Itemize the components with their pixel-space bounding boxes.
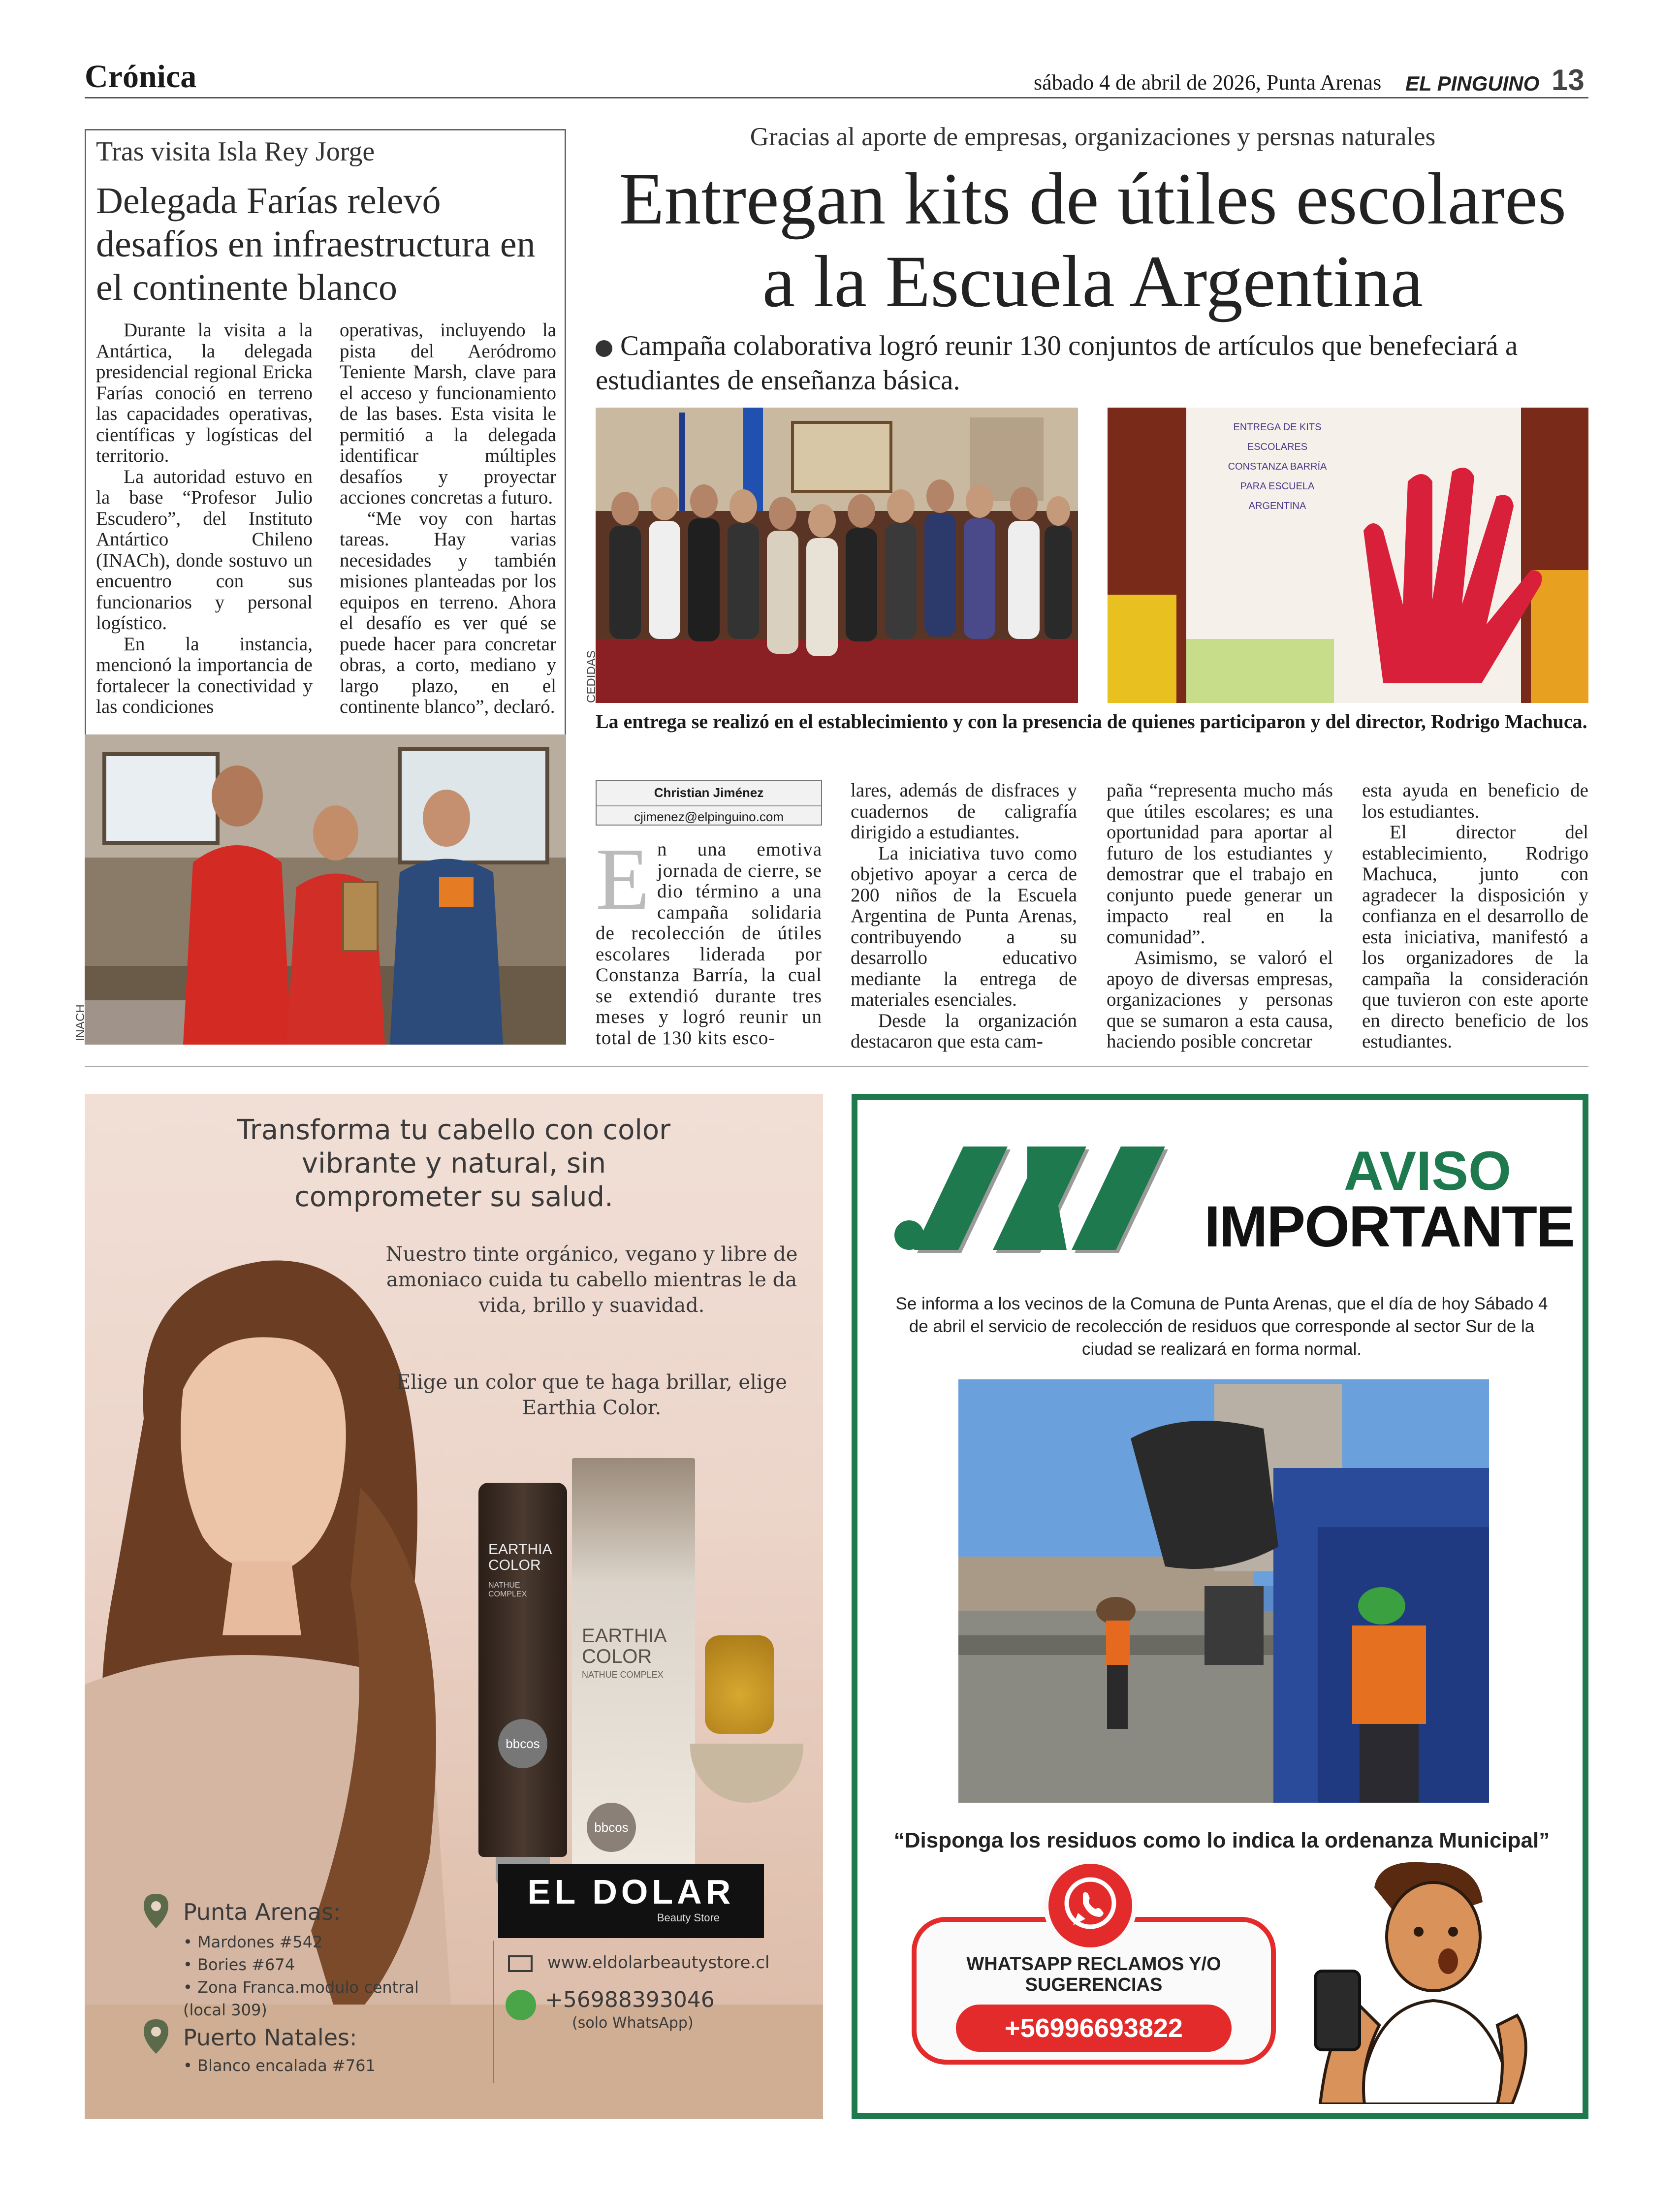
store-website[interactable]: www.eldolarbeautystore.cl [547,1953,770,1973]
paragraph: esta ayuda en beneficio de los estudiantes. [1362,780,1588,822]
dateline: sábado 4 de abril de 2026, Punta Arenas [1034,70,1382,95]
aviso-title: AVISO [1343,1140,1512,1202]
store-sub: Beauty Store [657,1911,720,1924]
location-pin-icon [144,2019,168,2054]
main-story-headline: Entregan kits de útiles escolares a la Escuela Argentina [619,158,1567,322]
paragraph: “Me voy con hartas tareas. Hay varias necesidades y también misiones planteadas por los equipos en terreno. Ahora el desafío es ver qué se puede hacer para concretar obras, a corto, mediano y largo plazo, en el continente blanco”, declaró. [340,508,556,717]
newspaper-brand: EL PINGUINO [1405,72,1540,95]
paragraph: El director del establecimiento, Rodrigo Machuca, junto con agradecer la disposición y confianza en el desarrollo de esta iniciativa, manifestó a los organizadores de la campaña la consideración que tuvieron con este aporte en directo beneficio de los estudiantes. [1362,822,1588,1052]
store-logo-box [498,1864,764,1938]
left-story-headline: Delegada Farías relevó desafíos en infraestructura en el continente blanco [96,180,536,308]
address-list [183,1931,459,2021]
monitor-icon [508,1955,533,1972]
product-line: NATHUE COMPLEX [488,1581,527,1598]
ad-divider [493,1941,494,2083]
left-story-kicker: Tras visita Isla Rey Jorge [96,136,375,167]
photo-credit: INACH [74,1004,87,1041]
man-with-phone-illustration [1300,1858,1566,2104]
location-pin-icon [144,1894,168,1928]
antarctic-base-photo [85,734,566,1045]
product-tube [478,1483,567,1857]
paragraph: Desde la organización destacaron que esta cam- [851,1010,1077,1052]
handprint-photo-art [1108,408,1588,703]
paragraph: paña “representa mucho más que útiles escolares; es una oportunidad para aportar al futuro de los estudiantes y demostrar que el trabajo en conjunto puede generar un impacto real en la comunidad”. [1107,780,1333,948]
address-item: • Mardones #542 [183,1933,323,1951]
product-box-brand: bbcos [587,1803,636,1852]
garbage-truck-photo [958,1379,1489,1803]
aviso-quote: “Disponga los residuos como lo indica la ordenanza Municipal” [893,1828,1550,1852]
deck-text: Campaña colaborativa logró reunir 130 conjuntos de artículos que benefeciará a estudiantes de enseñanza básica. [596,330,1518,396]
group-photo-art [596,408,1078,703]
whatsapp-icon [1044,1859,1137,1952]
aviso-subtitle: IMPORTANTE [1204,1194,1574,1259]
header-rule [85,97,1588,98]
handprint-poster-photo [1108,408,1588,703]
paragraph: Asimismo, se valoró el apoyo de diversas empresas, organizaciones y personas que se sumaron a esta causa, haciendo posible concretar [1107,947,1333,1052]
address-item: • Zona Franca.modulo central (local 309) [183,1978,419,2019]
store-logo: EL DOLAR [527,1873,735,1911]
ad-headline: Transforma tu cabello con color vibrante y natural, sin comprometer su salud. [237,1114,671,1213]
bullet-icon [596,340,612,357]
paragraph: En la instancia, mencionó la importancia de fortalecer la conectividad y las condiciones [96,633,313,717]
product-box-name: EARTHIA COLOR [582,1625,666,1667]
main-story-overline: Gracias al aporte de empresas, organizaciones y persnas naturales [750,123,1436,151]
main-story-column-1 [596,830,822,1049]
city-punta-arenas: Punta Arenas: [183,1899,341,1925]
address-item: • Bories #674 [183,1955,295,1974]
ad-paragraph-1: Nuestro tinte orgánico, vegano y libre de amoniaco cuida tu cabello mientras le da vida, brillo y suavidad. [385,1243,798,1317]
aviso-body: Se informa a los vecinos de la Comuna de Punta Arenas, que el día de hoy Sábado 4 de abril el servicio de recolección de residuos que corresponde al sector Sur de la ciudad se realizará en forma normal. [895,1294,1548,1359]
hair-color-ad [85,1094,823,2119]
municipal-logo-icon [880,1142,1170,1255]
paragraph: La iniciativa tuvo como objetivo apoyar a cerca de 200 niños de la Escuela Argentina de Punta Arenas, contribuyendo a su desarrollo educativo mediante la entrega de materiales esenciales. [851,842,1077,1010]
page-number: 13 [1552,64,1585,96]
left-story-column-2 [340,320,556,718]
garbage-truck-art [958,1379,1489,1803]
antarctic-photo-art [85,734,566,1045]
main-story-column-3 [1107,780,1333,1052]
whatsapp-icon [506,1990,536,2020]
left-story-column-1 [96,320,313,718]
address-item: • Blanco encalada #761 [183,2056,376,2075]
paragraph: operativas, incluyendo la pista del Aeródromo Teniente Marsh, clave para el acceso y funcionamiento de las bases. Esta visita le permitió a la delegada identificar múltiples desafíos y proyectar acciones concretas a futuro. [340,319,556,508]
aviso-importante-ad [852,1094,1588,2119]
ad-paragraph-2: Elige un color que te haga brillar, elige Earthia Color. [396,1371,787,1419]
store-phone[interactable]: +56988393046 [545,1987,715,2012]
paragraph: lares, además de disfraces y cuadernos de caligrafía dirigido a estudiantes. [851,780,1077,843]
byline-email[interactable]: cjimenez@elpinguino.com [597,805,821,825]
photo-credit: CEDIDAS [585,650,598,703]
product-box-line: NATHUE COMPLEX [582,1670,664,1680]
paragraph: n una emotiva jornada de cierre, se dio término a una campaña solidaria de recolección de útiles escolares liderada por Constanza Barría, la cual se extendió durante tres meses y logró reunir un total de 130 kits esco- [596,839,822,1049]
city-puerto-natales: Puerto Natales: [183,2024,357,2051]
product-brand: bbcos [498,1719,547,1768]
whatsapp-phone[interactable]: +56996693822 [956,2005,1232,2052]
drop-cap: E [596,830,650,928]
section-rule [85,1066,1588,1067]
paragraph: Durante la visita a la Antártica, la delegada presidencial regional Ericka Farías conoció en terreno las capacidades operativas, científicas y logísticas del territorio. [96,319,313,466]
photo-caption: La entrega se realizó en el establecimiento y con la presencia de quienes participaron y del director, Rodrigo Machuca. [596,710,1587,733]
byline-name: Christian Jiménez [654,785,764,800]
poster-text: ENTREGA DE KITS ESCOLARES CONSTANZA BARRÍA PARA ESCUELA ARGENTINA [1228,422,1327,511]
paragraph: La autoridad estuvo en la base “Profesor Julio Escudero”, del Instituto Antártico Chileno (INACh), donde sostuvo un encuentro con sus funcionarios y personal logístico. [96,466,313,634]
store-phone-note: (solo WhatsApp) [572,2014,694,2032]
main-story-deck [596,329,1590,398]
byline-box [596,780,822,826]
section-title: Crónica [85,59,197,95]
whatsapp-label: WHATSAPP RECLAMOS Y/O SUGERENCIAS [966,1954,1221,1995]
main-story-column-2 [851,780,1077,1052]
group-photo [596,408,1078,703]
product-name: EARTHIA COLOR [488,1541,551,1573]
phone-glyph-icon [1048,1864,1132,1947]
main-story-column-4 [1362,780,1588,1052]
product-box [572,1458,695,1877]
oil-bottle [705,1635,774,1734]
